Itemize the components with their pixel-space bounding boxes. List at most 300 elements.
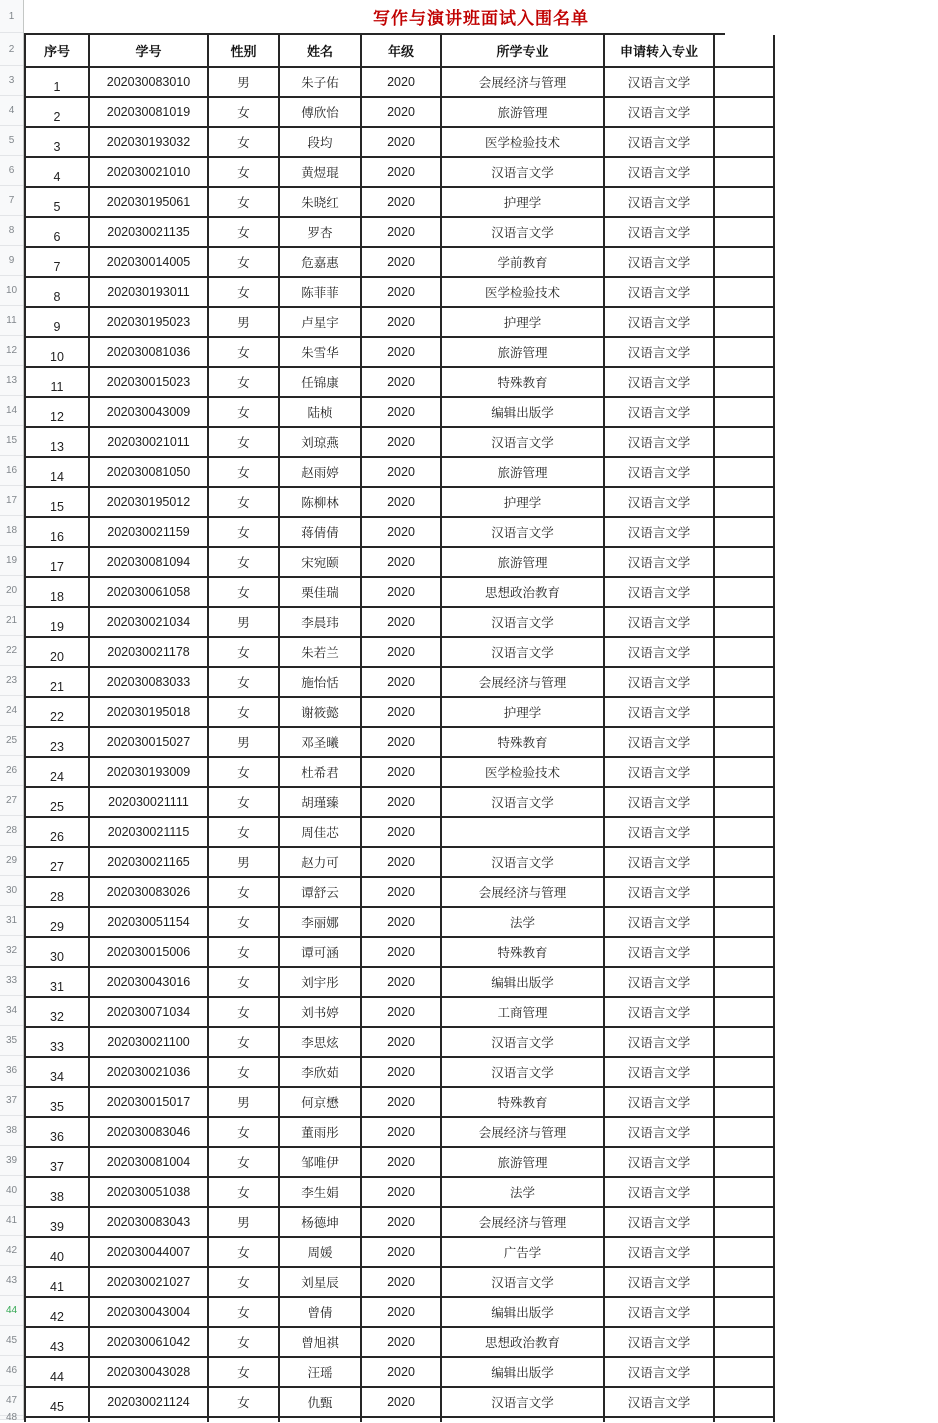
cell-transfer-major[interactable]: 汉语言文学 bbox=[605, 638, 715, 668]
cell-grade[interactable]: 2020 bbox=[362, 548, 442, 578]
cell-extra[interactable] bbox=[715, 338, 775, 368]
cell-partial[interactable] bbox=[209, 1418, 280, 1422]
cell-transfer-major[interactable]: 汉语言文学 bbox=[605, 578, 715, 608]
cell-student-id[interactable]: 202030015006 bbox=[90, 938, 209, 968]
cell-major[interactable]: 医学检验技术 bbox=[442, 278, 605, 308]
cell-student-id[interactable]: 202030015023 bbox=[90, 368, 209, 398]
cell-transfer-major[interactable]: 汉语言文学 bbox=[605, 758, 715, 788]
cell-extra[interactable] bbox=[715, 68, 775, 98]
cell-student-id[interactable]: 202030193011 bbox=[90, 278, 209, 308]
cell-name[interactable]: 蒋倩倩 bbox=[280, 518, 362, 548]
cell-extra[interactable] bbox=[715, 1298, 775, 1328]
cell-grade[interactable]: 2020 bbox=[362, 488, 442, 518]
cell-serial[interactable]: 41 bbox=[26, 1268, 90, 1298]
cell-grade[interactable]: 2020 bbox=[362, 1268, 442, 1298]
cell-major[interactable]: 医学检验技术 bbox=[442, 758, 605, 788]
cell-grade[interactable]: 2020 bbox=[362, 1358, 442, 1388]
cell-transfer-major[interactable]: 汉语言文学 bbox=[605, 1208, 715, 1238]
cell-major[interactable]: 会展经济与管理 bbox=[442, 1208, 605, 1238]
row-number[interactable]: 2 bbox=[0, 33, 23, 66]
cell-serial[interactable]: 40 bbox=[26, 1238, 90, 1268]
row-number[interactable]: 46 bbox=[0, 1356, 23, 1386]
cell-partial[interactable] bbox=[715, 1418, 775, 1422]
cell-extra[interactable] bbox=[715, 818, 775, 848]
cell-gender[interactable]: 女 bbox=[209, 248, 280, 278]
cell-grade[interactable]: 2020 bbox=[362, 278, 442, 308]
cell-major[interactable]: 汉语言文学 bbox=[442, 1058, 605, 1088]
cell-student-id[interactable]: 202030043009 bbox=[90, 398, 209, 428]
cell-gender[interactable]: 女 bbox=[209, 368, 280, 398]
cell-transfer-major[interactable]: 汉语言文学 bbox=[605, 1028, 715, 1058]
cell-grade[interactable]: 2020 bbox=[362, 188, 442, 218]
cell-major[interactable]: 会展经济与管理 bbox=[442, 68, 605, 98]
row-number[interactable]: 25 bbox=[0, 726, 23, 756]
cell-major[interactable]: 编辑出版学 bbox=[442, 1358, 605, 1388]
cell-major[interactable]: 特殊教育 bbox=[442, 938, 605, 968]
cell-transfer-major[interactable]: 汉语言文学 bbox=[605, 1178, 715, 1208]
cell-major[interactable]: 旅游管理 bbox=[442, 338, 605, 368]
cell-gender[interactable]: 男 bbox=[209, 848, 280, 878]
row-number[interactable]: 9 bbox=[0, 246, 23, 276]
cell-gender[interactable]: 女 bbox=[209, 578, 280, 608]
cell-transfer-major[interactable]: 汉语言文学 bbox=[605, 1058, 715, 1088]
cell-serial[interactable]: 16 bbox=[26, 518, 90, 548]
cell-major[interactable]: 编辑出版学 bbox=[442, 968, 605, 998]
cell-gender[interactable]: 女 bbox=[209, 668, 280, 698]
cell-major[interactable]: 思想政治教育 bbox=[442, 578, 605, 608]
cell-student-id[interactable]: 202030015017 bbox=[90, 1088, 209, 1118]
cell-major[interactable]: 汉语言文学 bbox=[442, 1388, 605, 1418]
cell-student-id[interactable]: 202030081050 bbox=[90, 458, 209, 488]
cell-major[interactable]: 汉语言文学 bbox=[442, 1028, 605, 1058]
cell-serial[interactable]: 7 bbox=[26, 248, 90, 278]
cell-transfer-major[interactable]: 汉语言文学 bbox=[605, 98, 715, 128]
row-number[interactable]: 21 bbox=[0, 606, 23, 636]
row-number[interactable]: 36 bbox=[0, 1056, 23, 1086]
cell-serial[interactable]: 21 bbox=[26, 668, 90, 698]
cell-major[interactable]: 工商管理 bbox=[442, 998, 605, 1028]
cell-extra[interactable] bbox=[715, 1118, 775, 1148]
row-number[interactable]: 3 bbox=[0, 66, 23, 96]
cell-gender[interactable]: 女 bbox=[209, 788, 280, 818]
cell-extra[interactable] bbox=[715, 98, 775, 128]
cell-extra[interactable] bbox=[715, 1028, 775, 1058]
cell-grade[interactable]: 2020 bbox=[362, 938, 442, 968]
cell-serial[interactable]: 28 bbox=[26, 878, 90, 908]
cell-name[interactable]: 胡瑾臻 bbox=[280, 788, 362, 818]
cell-transfer-major[interactable]: 汉语言文学 bbox=[605, 188, 715, 218]
cell-extra[interactable] bbox=[715, 518, 775, 548]
column-header[interactable]: 序号 bbox=[26, 35, 90, 68]
cell-grade[interactable]: 2020 bbox=[362, 908, 442, 938]
cell-serial[interactable]: 29 bbox=[26, 908, 90, 938]
cell-student-id[interactable]: 202030021124 bbox=[90, 1388, 209, 1418]
cell-gender[interactable]: 男 bbox=[209, 1208, 280, 1238]
row-number[interactable]: 37 bbox=[0, 1086, 23, 1116]
cell-grade[interactable]: 2020 bbox=[362, 398, 442, 428]
cell-transfer-major[interactable]: 汉语言文学 bbox=[605, 518, 715, 548]
cell-grade[interactable]: 2020 bbox=[362, 1238, 442, 1268]
cell-name[interactable]: 董雨彤 bbox=[280, 1118, 362, 1148]
cell-student-id[interactable]: 202030061042 bbox=[90, 1328, 209, 1358]
cell-serial[interactable]: 18 bbox=[26, 578, 90, 608]
cell-extra[interactable] bbox=[715, 428, 775, 458]
cell-extra[interactable] bbox=[715, 368, 775, 398]
row-number[interactable]: 38 bbox=[0, 1116, 23, 1146]
cell-grade[interactable]: 2020 bbox=[362, 1148, 442, 1178]
cell-extra[interactable] bbox=[715, 278, 775, 308]
row-number[interactable]: 45 bbox=[0, 1326, 23, 1356]
cell-major[interactable]: 护理学 bbox=[442, 488, 605, 518]
cell-transfer-major[interactable]: 汉语言文学 bbox=[605, 308, 715, 338]
cell-grade[interactable]: 2020 bbox=[362, 518, 442, 548]
cell-serial[interactable]: 9 bbox=[26, 308, 90, 338]
cell-serial[interactable]: 4 bbox=[26, 158, 90, 188]
cell-transfer-major[interactable]: 汉语言文学 bbox=[605, 368, 715, 398]
cell-extra[interactable] bbox=[715, 698, 775, 728]
cell-student-id[interactable]: 202030193032 bbox=[90, 128, 209, 158]
cell-transfer-major[interactable]: 汉语言文学 bbox=[605, 908, 715, 938]
cell-name[interactable]: 仇甄 bbox=[280, 1388, 362, 1418]
row-number[interactable]: 8 bbox=[0, 216, 23, 246]
cell-serial[interactable]: 15 bbox=[26, 488, 90, 518]
cell-name[interactable]: 任锦康 bbox=[280, 368, 362, 398]
cell-grade[interactable]: 2020 bbox=[362, 158, 442, 188]
row-number[interactable]: 44 bbox=[0, 1296, 23, 1326]
row-number[interactable]: 23 bbox=[0, 666, 23, 696]
cell-extra[interactable] bbox=[715, 158, 775, 188]
cell-serial[interactable]: 31 bbox=[26, 968, 90, 998]
cell-name[interactable]: 邓圣曦 bbox=[280, 728, 362, 758]
row-number[interactable]: 12 bbox=[0, 336, 23, 366]
cell-transfer-major[interactable]: 汉语言文学 bbox=[605, 1088, 715, 1118]
cell-serial[interactable]: 34 bbox=[26, 1058, 90, 1088]
cell-transfer-major[interactable]: 汉语言文学 bbox=[605, 1358, 715, 1388]
cell-name[interactable]: 陈菲菲 bbox=[280, 278, 362, 308]
cell-serial[interactable]: 32 bbox=[26, 998, 90, 1028]
cell-student-id[interactable]: 202030021135 bbox=[90, 218, 209, 248]
cell-grade[interactable]: 2020 bbox=[362, 68, 442, 98]
cell-grade[interactable]: 2020 bbox=[362, 578, 442, 608]
cell-extra[interactable] bbox=[715, 488, 775, 518]
cell-extra[interactable] bbox=[715, 608, 775, 638]
cell-grade[interactable]: 2020 bbox=[362, 638, 442, 668]
cell-serial[interactable]: 26 bbox=[26, 818, 90, 848]
cell-grade[interactable]: 2020 bbox=[362, 338, 442, 368]
cell-major[interactable] bbox=[442, 818, 605, 848]
cell-serial[interactable]: 12 bbox=[26, 398, 90, 428]
cell-grade[interactable]: 2020 bbox=[362, 968, 442, 998]
cell-student-id[interactable]: 202030071034 bbox=[90, 998, 209, 1028]
cell-grade[interactable]: 2020 bbox=[362, 998, 442, 1028]
row-number[interactable]: 40 bbox=[0, 1176, 23, 1206]
cell-name[interactable]: 刘宇彤 bbox=[280, 968, 362, 998]
cell-name[interactable]: 杜希君 bbox=[280, 758, 362, 788]
cell-extra[interactable] bbox=[715, 398, 775, 428]
cell-student-id[interactable]: 202030083010 bbox=[90, 68, 209, 98]
row-number[interactable]: 31 bbox=[0, 906, 23, 936]
cell-major[interactable]: 思想政治教育 bbox=[442, 1328, 605, 1358]
cell-student-id[interactable]: 202030021165 bbox=[90, 848, 209, 878]
cell-grade[interactable]: 2020 bbox=[362, 308, 442, 338]
cell-extra[interactable] bbox=[715, 1178, 775, 1208]
cell-name[interactable]: 施怡恬 bbox=[280, 668, 362, 698]
cell-gender[interactable]: 女 bbox=[209, 818, 280, 848]
cell-name[interactable]: 邹唯伊 bbox=[280, 1148, 362, 1178]
cell-serial[interactable]: 25 bbox=[26, 788, 90, 818]
cell-major[interactable]: 会展经济与管理 bbox=[442, 668, 605, 698]
cell-gender[interactable]: 女 bbox=[209, 698, 280, 728]
cell-name[interactable]: 周佳芯 bbox=[280, 818, 362, 848]
cell-grade[interactable]: 2020 bbox=[362, 428, 442, 458]
cell-major[interactable]: 编辑出版学 bbox=[442, 398, 605, 428]
cell-student-id[interactable]: 202030083043 bbox=[90, 1208, 209, 1238]
cell-extra[interactable] bbox=[715, 578, 775, 608]
cell-transfer-major[interactable]: 汉语言文学 bbox=[605, 848, 715, 878]
cell-major[interactable]: 护理学 bbox=[442, 698, 605, 728]
cell-major[interactable]: 学前教育 bbox=[442, 248, 605, 278]
cell-extra[interactable] bbox=[715, 188, 775, 218]
row-number[interactable]: 27 bbox=[0, 786, 23, 816]
cell-extra[interactable] bbox=[715, 728, 775, 758]
cell-gender[interactable]: 男 bbox=[209, 608, 280, 638]
cell-extra[interactable] bbox=[715, 248, 775, 278]
row-number[interactable]: 43 bbox=[0, 1266, 23, 1296]
cell-gender[interactable]: 女 bbox=[209, 1178, 280, 1208]
cell-serial[interactable]: 38 bbox=[26, 1178, 90, 1208]
cell-transfer-major[interactable]: 汉语言文学 bbox=[605, 698, 715, 728]
cell-serial[interactable]: 1 bbox=[26, 68, 90, 98]
cell-student-id[interactable]: 202030193009 bbox=[90, 758, 209, 788]
cell-serial[interactable]: 5 bbox=[26, 188, 90, 218]
cell-gender[interactable]: 女 bbox=[209, 1268, 280, 1298]
cell-gender[interactable]: 女 bbox=[209, 488, 280, 518]
cell-student-id[interactable]: 202030021100 bbox=[90, 1028, 209, 1058]
cell-student-id[interactable]: 202030061058 bbox=[90, 578, 209, 608]
cell-transfer-major[interactable]: 汉语言文学 bbox=[605, 1328, 715, 1358]
cell-gender[interactable]: 女 bbox=[209, 518, 280, 548]
cell-student-id[interactable]: 202030021111 bbox=[90, 788, 209, 818]
cell-transfer-major[interactable]: 汉语言文学 bbox=[605, 1388, 715, 1418]
cell-major[interactable]: 医学检验技术 bbox=[442, 128, 605, 158]
cell-major[interactable]: 特殊教育 bbox=[442, 1088, 605, 1118]
cell-serial[interactable]: 10 bbox=[26, 338, 90, 368]
cell-student-id[interactable]: 202030051154 bbox=[90, 908, 209, 938]
column-header[interactable]: 性别 bbox=[209, 35, 280, 68]
cell-gender[interactable]: 女 bbox=[209, 188, 280, 218]
cell-grade[interactable]: 2020 bbox=[362, 1208, 442, 1238]
cell-serial[interactable]: 20 bbox=[26, 638, 90, 668]
cell-name[interactable]: 刘琼燕 bbox=[280, 428, 362, 458]
row-number[interactable]: 19 bbox=[0, 546, 23, 576]
row-number[interactable]: 29 bbox=[0, 846, 23, 876]
cell-student-id[interactable]: 202030021178 bbox=[90, 638, 209, 668]
cell-serial[interactable]: 6 bbox=[26, 218, 90, 248]
cell-name[interactable]: 罗杏 bbox=[280, 218, 362, 248]
cell-serial[interactable]: 30 bbox=[26, 938, 90, 968]
cell-name[interactable]: 曾倩 bbox=[280, 1298, 362, 1328]
cell-student-id[interactable]: 202030081004 bbox=[90, 1148, 209, 1178]
cell-name[interactable]: 宋宛颐 bbox=[280, 548, 362, 578]
cell-extra[interactable] bbox=[715, 788, 775, 818]
cell-extra[interactable] bbox=[715, 1268, 775, 1298]
cell-gender[interactable]: 女 bbox=[209, 1118, 280, 1148]
cell-major[interactable]: 旅游管理 bbox=[442, 548, 605, 578]
row-number[interactable]: 1 bbox=[0, 0, 23, 33]
cell-name[interactable]: 何京懋 bbox=[280, 1088, 362, 1118]
cell-serial[interactable]: 8 bbox=[26, 278, 90, 308]
cell-serial[interactable]: 36 bbox=[26, 1118, 90, 1148]
row-number[interactable]: 32 bbox=[0, 936, 23, 966]
cell-gender[interactable]: 男 bbox=[209, 1088, 280, 1118]
cell-gender[interactable]: 女 bbox=[209, 218, 280, 248]
cell-major[interactable]: 法学 bbox=[442, 1178, 605, 1208]
cell-extra[interactable] bbox=[715, 1058, 775, 1088]
cell-grade[interactable]: 2020 bbox=[362, 368, 442, 398]
cell-transfer-major[interactable]: 汉语言文学 bbox=[605, 278, 715, 308]
cell-name[interactable]: 李晨玮 bbox=[280, 608, 362, 638]
cell-grade[interactable]: 2020 bbox=[362, 1388, 442, 1418]
cell-grade[interactable]: 2020 bbox=[362, 1088, 442, 1118]
cell-student-id[interactable]: 202030021010 bbox=[90, 158, 209, 188]
cell-name[interactable]: 朱子佑 bbox=[280, 68, 362, 98]
cell-serial[interactable]: 45 bbox=[26, 1388, 90, 1418]
cell-grade[interactable]: 2020 bbox=[362, 758, 442, 788]
cell-major[interactable]: 特殊教育 bbox=[442, 368, 605, 398]
cell-gender[interactable]: 男 bbox=[209, 728, 280, 758]
cell-gender[interactable]: 女 bbox=[209, 758, 280, 788]
cell-extra[interactable] bbox=[715, 758, 775, 788]
cell-partial[interactable] bbox=[90, 1418, 209, 1422]
cell-transfer-major[interactable]: 汉语言文学 bbox=[605, 1238, 715, 1268]
row-number[interactable]: 11 bbox=[0, 306, 23, 336]
cell-transfer-major[interactable]: 汉语言文学 bbox=[605, 938, 715, 968]
cell-serial[interactable]: 13 bbox=[26, 428, 90, 458]
cell-transfer-major[interactable]: 汉语言文学 bbox=[605, 968, 715, 998]
row-number[interactable]: 39 bbox=[0, 1146, 23, 1176]
cell-serial[interactable]: 22 bbox=[26, 698, 90, 728]
cell-name[interactable]: 李生娟 bbox=[280, 1178, 362, 1208]
cell-transfer-major[interactable]: 汉语言文学 bbox=[605, 218, 715, 248]
cell-major[interactable]: 会展经济与管理 bbox=[442, 1118, 605, 1148]
cell-gender[interactable]: 女 bbox=[209, 1388, 280, 1418]
cell-gender[interactable]: 女 bbox=[209, 458, 280, 488]
cell-student-id[interactable]: 202030081019 bbox=[90, 98, 209, 128]
cell-serial[interactable]: 43 bbox=[26, 1328, 90, 1358]
cell-extra[interactable] bbox=[715, 638, 775, 668]
cell-grade[interactable]: 2020 bbox=[362, 1058, 442, 1088]
cell-major[interactable]: 汉语言文学 bbox=[442, 158, 605, 188]
cell-transfer-major[interactable]: 汉语言文学 bbox=[605, 428, 715, 458]
cell-name[interactable]: 刘书婷 bbox=[280, 998, 362, 1028]
cell-extra[interactable] bbox=[715, 908, 775, 938]
cell-name[interactable]: 谢筱懿 bbox=[280, 698, 362, 728]
cell-name[interactable]: 黄煜琨 bbox=[280, 158, 362, 188]
cell-student-id[interactable]: 202030043004 bbox=[90, 1298, 209, 1328]
cell-serial[interactable]: 35 bbox=[26, 1088, 90, 1118]
cell-name[interactable]: 陈柳林 bbox=[280, 488, 362, 518]
cell-gender[interactable]: 女 bbox=[209, 1058, 280, 1088]
cell-grade[interactable]: 2020 bbox=[362, 728, 442, 758]
cell-student-id[interactable]: 202030021036 bbox=[90, 1058, 209, 1088]
row-number[interactable]: 13 bbox=[0, 366, 23, 396]
cell-major[interactable]: 法学 bbox=[442, 908, 605, 938]
cell-student-id[interactable]: 202030043016 bbox=[90, 968, 209, 998]
cell-name[interactable]: 刘星辰 bbox=[280, 1268, 362, 1298]
cell-gender[interactable]: 女 bbox=[209, 548, 280, 578]
cell-gender[interactable]: 女 bbox=[209, 128, 280, 158]
cell-extra[interactable] bbox=[715, 938, 775, 968]
cell-transfer-major[interactable]: 汉语言文学 bbox=[605, 1268, 715, 1298]
cell-serial[interactable]: 44 bbox=[26, 1358, 90, 1388]
cell-grade[interactable]: 2020 bbox=[362, 1118, 442, 1148]
cell-major[interactable]: 护理学 bbox=[442, 308, 605, 338]
cell-student-id[interactable]: 202030044007 bbox=[90, 1238, 209, 1268]
row-number[interactable]: 17 bbox=[0, 486, 23, 516]
cell-grade[interactable]: 2020 bbox=[362, 818, 442, 848]
cell-extra[interactable] bbox=[715, 968, 775, 998]
cell-major[interactable]: 汉语言文学 bbox=[442, 788, 605, 818]
row-number[interactable]: 10 bbox=[0, 276, 23, 306]
cell-major[interactable]: 会展经济与管理 bbox=[442, 878, 605, 908]
cell-partial[interactable] bbox=[442, 1418, 605, 1422]
row-number[interactable]: 26 bbox=[0, 756, 23, 786]
cell-extra[interactable] bbox=[715, 1328, 775, 1358]
cell-gender[interactable]: 女 bbox=[209, 998, 280, 1028]
column-header[interactable]: 申请转入专业 bbox=[605, 35, 715, 68]
cell-gender[interactable]: 女 bbox=[209, 1358, 280, 1388]
cell-transfer-major[interactable]: 汉语言文学 bbox=[605, 788, 715, 818]
cell-serial[interactable]: 2 bbox=[26, 98, 90, 128]
cell-grade[interactable]: 2020 bbox=[362, 248, 442, 278]
cell-serial[interactable]: 3 bbox=[26, 128, 90, 158]
row-number[interactable]: 33 bbox=[0, 966, 23, 996]
cell-gender[interactable]: 女 bbox=[209, 938, 280, 968]
cell-grade[interactable]: 2020 bbox=[362, 878, 442, 908]
cell-extra[interactable] bbox=[715, 308, 775, 338]
cell-gender[interactable]: 女 bbox=[209, 158, 280, 188]
column-header[interactable]: 年级 bbox=[362, 35, 442, 68]
cell-name[interactable]: 陆桢 bbox=[280, 398, 362, 428]
cell-gender[interactable]: 男 bbox=[209, 308, 280, 338]
cell-grade[interactable]: 2020 bbox=[362, 98, 442, 128]
cell-transfer-major[interactable]: 汉语言文学 bbox=[605, 608, 715, 638]
cell-gender[interactable]: 女 bbox=[209, 968, 280, 998]
cell-serial[interactable]: 39 bbox=[26, 1208, 90, 1238]
cell-name[interactable]: 汪瑶 bbox=[280, 1358, 362, 1388]
cell-extra[interactable] bbox=[715, 1238, 775, 1268]
row-number[interactable]: 20 bbox=[0, 576, 23, 606]
cell-student-id[interactable]: 202030083046 bbox=[90, 1118, 209, 1148]
cell-serial[interactable]: 23 bbox=[26, 728, 90, 758]
row-number[interactable]: 6 bbox=[0, 156, 23, 186]
cell-serial[interactable]: 33 bbox=[26, 1028, 90, 1058]
cell-gender[interactable]: 女 bbox=[209, 908, 280, 938]
cell-student-id[interactable]: 202030021115 bbox=[90, 818, 209, 848]
cell-name[interactable]: 李丽娜 bbox=[280, 908, 362, 938]
cell-serial[interactable]: 24 bbox=[26, 758, 90, 788]
cell-serial[interactable]: 11 bbox=[26, 368, 90, 398]
cell-student-id[interactable]: 202030195023 bbox=[90, 308, 209, 338]
cell-extra[interactable] bbox=[715, 1208, 775, 1238]
row-number[interactable]: 15 bbox=[0, 426, 23, 456]
cell-name[interactable]: 李思炫 bbox=[280, 1028, 362, 1058]
cell-transfer-major[interactable]: 汉语言文学 bbox=[605, 128, 715, 158]
row-number[interactable]: 47 bbox=[0, 1386, 23, 1416]
cell-grade[interactable]: 2020 bbox=[362, 698, 442, 728]
cell-major[interactable]: 护理学 bbox=[442, 188, 605, 218]
cell-major[interactable]: 汉语言文学 bbox=[442, 638, 605, 668]
